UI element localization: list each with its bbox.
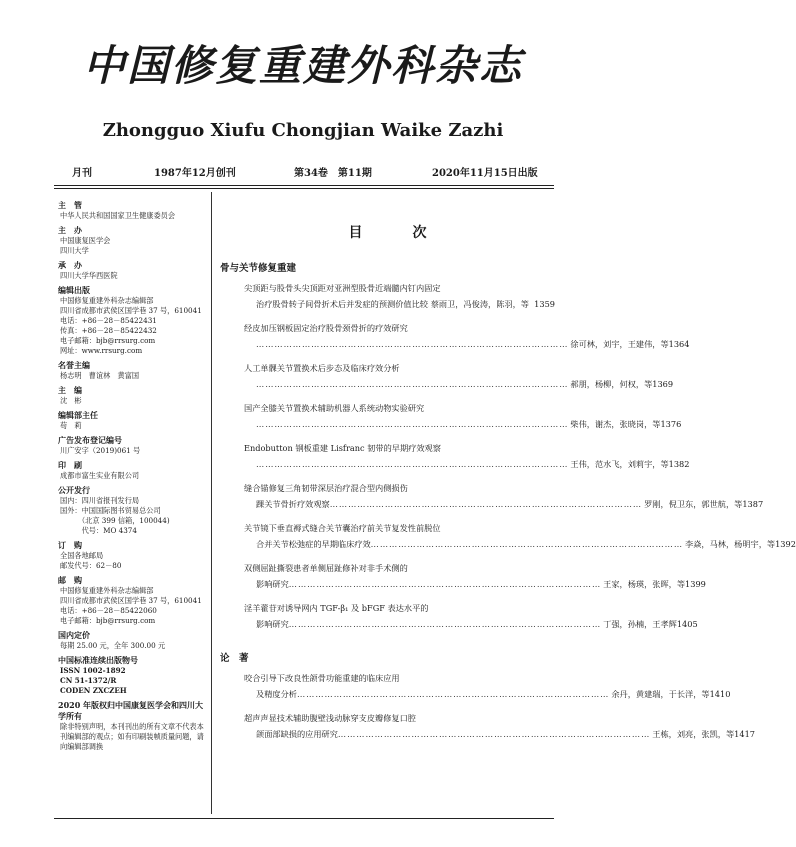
- toc-entry-page: 1410: [709, 689, 731, 699]
- sidebar-section-line: 电子邮箱：bjb@rrsurg.com: [60, 336, 156, 345]
- toc-entry-title-cont: 合并关节松弛症的早期临床疗效: [256, 539, 371, 549]
- toc-entry-title-cont: 及精度分析: [256, 689, 297, 699]
- copyright-section: [58, 700, 210, 752]
- toc-entry-page: 1369: [652, 379, 674, 389]
- toc-entry-leader-row: [220, 726, 755, 742]
- sidebar-section-label: 编辑出版: [58, 285, 90, 295]
- toc-entry-page: 1417: [734, 729, 755, 739]
- issue-info-bar: [54, 164, 554, 180]
- sidebar-section-line: 中国康复医学会: [60, 236, 111, 245]
- masthead: [0, 38, 606, 141]
- volume-issue: 第34卷 第11期: [294, 168, 372, 179]
- sidebar-section-label: 印 刷: [58, 460, 82, 470]
- sidebar-section-line: 电子邮箱：bjb@rrsurg.com: [60, 616, 156, 625]
- toc-entry-leader-row: [220, 536, 796, 552]
- toc-entry-authors: 余丹，黄建瑞，于长洋，等: [611, 689, 710, 699]
- toc-entry-page: 1405: [676, 619, 698, 629]
- toc-entry-title: 关节镜下垂直褥式缝合关节囊治疗前关节复发性前脱位: [244, 523, 441, 533]
- sidebar-section-line: 每期 25.00 元，全年 300.00 元: [60, 641, 166, 650]
- toc-entry-title: 淫羊藿苷对诱导网内 TGF-β₁ 及 bFGF 表达水平的: [244, 603, 429, 613]
- sidebar-section: [58, 460, 210, 481]
- toc-entry-title: 尖顶距与股骨头尖顶距对亚洲型股骨近端髓内钉内固定: [244, 283, 441, 293]
- toc-entry-title: 咬合引导下改良性颌骨功能重建的临床应用: [244, 673, 400, 683]
- sidebar-section-line: 川广安字（2019)061 号: [60, 446, 141, 455]
- toc-entry: [220, 600, 698, 632]
- sidebar-section-line: 传真：+86－28－85422432: [60, 326, 157, 335]
- toc-entry-page: 1364: [668, 339, 690, 349]
- sidebar-section-label: 编辑部主任: [58, 410, 98, 420]
- frequency: 月刊: [72, 168, 92, 179]
- sidebar-section-line: CN 51-1372/R: [60, 676, 117, 685]
- toc-entry: [220, 320, 690, 352]
- toc-entry-authors: 徐可林，刘宇，王建伟，等: [570, 339, 669, 349]
- founded-date: 1987年12月创刊: [154, 168, 236, 179]
- toc-category: 论 著: [220, 653, 249, 664]
- toc-body: [220, 260, 796, 742]
- toc-entry-leader-row: [220, 376, 674, 392]
- copyright-line: 除非特别声明，本刊刊出的所有文章不代表本刊编辑部的观点；如有印刷装帧质量问题，请向编辑部调换: [60, 722, 204, 751]
- toc-entry-authors: 王栋，刘亮，张凯，等: [652, 729, 735, 739]
- toc-entry: [220, 710, 755, 742]
- toc-entry-title-cont: 影响研究: [256, 619, 289, 629]
- toc-entry-title: 国产全膝关节置换术辅助机器人系统动物实验研究: [244, 403, 425, 413]
- toc-entry: [220, 440, 690, 472]
- sidebar-section-line: 国内：四川省报刊发行局: [60, 496, 140, 505]
- toc-entry-title: 双侧屈趾撕裂患者单侧屈趾修补对非手术侧的: [244, 563, 408, 573]
- sidebar-section-label: 主 编: [58, 385, 82, 395]
- toc-entry-authors: 郝朋，杨柳，何权，等: [570, 379, 653, 389]
- sidebar-section-line: 中国修复重建外科杂志编辑部: [60, 586, 154, 595]
- sidebar-section-line: 中华人民共和国国家卫生健康委员会: [60, 211, 176, 220]
- sidebar-section-line: 中国修复重建外科杂志编辑部: [60, 296, 154, 305]
- dot-leader: …………………………………………………………………………………………: [256, 339, 569, 349]
- sidebar-section: [58, 435, 210, 456]
- sidebar-section-label: 邮 购: [58, 575, 82, 585]
- sidebar-section-line: 苟 莉: [60, 421, 82, 430]
- sidebar-section: [58, 385, 210, 406]
- journal-title-en: Zhongguo Xiufu Chongjian Waike Zazhi: [102, 120, 504, 141]
- toc-entry-title-cont: 踝关节骨折疗效观察: [256, 499, 330, 509]
- toc-entry-page: 1399: [685, 579, 706, 589]
- toc-entry-title-cont: 颌面部缺损的应用研究: [256, 729, 338, 739]
- sidebar-section-line: 全国各地邮局: [60, 551, 104, 560]
- sidebar-section-line: 电话：+86－28－85422060: [60, 606, 157, 615]
- toc-entry-page: 1382: [668, 459, 690, 469]
- sidebar-section-label: 主 管: [58, 200, 82, 210]
- sidebar-section: [58, 200, 210, 221]
- toc-entry-page: 1359: [534, 299, 555, 309]
- sidebar-section-line: 杨志明 曹谊林 黄富国: [60, 371, 140, 380]
- toc-entry-leader-row: [220, 496, 764, 512]
- toc-entry-leader-row: [220, 456, 690, 472]
- toc-entry: [220, 560, 706, 592]
- toc-entry-leader-row: [220, 416, 682, 432]
- sidebar-section: [58, 410, 210, 431]
- dot-leader: …………………………………………………………………………………………: [288, 579, 602, 589]
- toc-entry-page: 1376: [660, 419, 682, 429]
- sidebar-section: [58, 575, 210, 626]
- sidebar-section-line: CODEN ZXCZEH: [60, 686, 127, 695]
- sidebar-section: [58, 540, 210, 571]
- sidebar-section-label: 公开发行: [58, 485, 90, 495]
- toc-entry-authors: 王伟，范水飞，刘莉宇，等: [570, 459, 669, 469]
- toc-entry-leader-row: [220, 616, 698, 632]
- sidebar-section-line: （北京 399 信箱，100044): [60, 516, 170, 525]
- bottom-rule: [54, 818, 554, 819]
- sidebar-section-line: 代号：MO 4374: [60, 526, 137, 535]
- copyright-label: 2020 年版权归中国康复医学会和四川大学所有: [58, 700, 204, 721]
- toc-entry-title-cont: 影响研究: [256, 579, 289, 589]
- sidebar-section-line: 沈 彬: [60, 396, 82, 405]
- toc-entry-title: 缝合锚修复三角韧带深层治疗混合型内侧损伤: [244, 483, 408, 493]
- sidebar-section: [58, 285, 210, 356]
- top-rule-thin: [54, 188, 554, 189]
- toc-entry-leader-row: [220, 686, 731, 702]
- sidebar-section: [58, 630, 210, 651]
- dot-leader: …………………………………………………………………………………………: [329, 499, 643, 509]
- sidebar-section-line: 电话：+86－28－85422431: [60, 316, 157, 325]
- toc-entry-title: 超声声显技术辅助腹壁浅动脉穿支皮瓣修复口腔: [244, 713, 416, 723]
- sidebar-section: [58, 225, 210, 256]
- masthead-info-sidebar: [58, 200, 210, 756]
- sidebar-section-label: 订 购: [58, 540, 82, 550]
- sidebar-section-line: 四川大学: [60, 246, 89, 255]
- sidebar-section-label: 国内定价: [58, 630, 90, 640]
- toc-entry: [220, 670, 731, 702]
- toc-entry-title-cont: 治疗股骨转子间骨折术后并发症的预测价值比较: [256, 299, 428, 309]
- toc-entry-authors: 罗刚，倪卫东，郭世航，等: [644, 499, 743, 509]
- dot-leader: …………………………………………………………………………………………: [256, 459, 569, 469]
- journal-title-cn: 中国修复重建外科杂志: [82, 41, 523, 90]
- toc-entry-leader-row: [220, 296, 555, 312]
- publish-date: 2020年11月15日出版: [432, 168, 538, 179]
- toc-entry: [220, 520, 796, 552]
- toc-entry-authors: 柴伟，谢杰，张晓岗，等: [570, 419, 661, 429]
- toc-entry-title: 人工单髁关节置换术后步态及临床疗效分析: [244, 363, 400, 373]
- sidebar-section-label: 主 办: [58, 225, 82, 235]
- sidebar-section-label: 中国标准连续出版物号: [58, 655, 138, 665]
- dot-leader: …………………………………………………………………………………………: [256, 379, 569, 389]
- toc-entry-authors: 王家，杨瑛，张晖，等: [603, 579, 686, 589]
- sidebar-section-line: 四川省成都市武侯区国学巷 37 号，610041: [60, 596, 202, 605]
- toc-entry-leader-row: [220, 576, 706, 592]
- top-rule: [54, 185, 554, 186]
- dot-leader: …………………………………………………………………………………………: [370, 539, 684, 549]
- table-of-contents: [220, 222, 796, 750]
- sidebar-section-label: 名誉主编: [58, 360, 90, 370]
- sidebar-section-line: 国外：中国国际图书贸易总公司: [60, 506, 161, 515]
- sidebar-section-line: 网址：www.rrsurg.com: [60, 346, 143, 355]
- sidebar-section-line: 邮发代号：62－80: [60, 561, 122, 570]
- sidebar-section-line: 四川大学华西医院: [60, 271, 118, 280]
- toc-entry: [220, 360, 674, 392]
- toc-entry: [220, 480, 764, 512]
- dot-leader: …………………………………………………………………………………………: [337, 729, 651, 739]
- sidebar-section-line: 四川省成都市武侯区国学巷 37 号，610041: [60, 306, 202, 315]
- toc-entry-title: 经皮加压钢板固定治疗股骨颈骨折的疗效研究: [244, 323, 408, 333]
- sidebar-section: [58, 655, 210, 696]
- toc-entry-title: Endobutton 钢板重建 Lisfranc 韧带的早期疗效观察: [244, 443, 441, 453]
- sidebar-section-label: 广告发布登记编号: [58, 435, 122, 445]
- dot-leader: …………………………………………………………………………………………: [296, 689, 610, 699]
- sidebar-section: [58, 360, 210, 381]
- dot-leader: …………………………………………………………………………………………: [288, 619, 602, 629]
- sidebar-section: [58, 485, 210, 536]
- toc-entry: [220, 280, 555, 312]
- toc-entry: [220, 400, 682, 432]
- sidebar-section-label: 承 办: [58, 260, 82, 270]
- dot-leader: …………………………………………………………………………………………: [256, 419, 569, 429]
- toc-entry-authors: 蔡雨卫，冯俊涛，陈羽，等: [430, 299, 529, 309]
- sidebar-section-line: 成都市富生实业有限公司: [60, 471, 140, 480]
- toc-entry-page: 1392: [775, 539, 796, 549]
- column-divider: [211, 192, 212, 814]
- toc-entry-page: 1387: [742, 499, 764, 509]
- toc-heading: 目 次: [348, 225, 445, 241]
- sidebar-section-line: ISSN 1002-1892: [60, 666, 126, 675]
- toc-entry-authors: 李焱，马林，杨明宇，等: [685, 539, 776, 549]
- toc-entry-authors: 丁强，孙楠，王孝辉: [603, 619, 677, 629]
- toc-entry-leader-row: [220, 336, 690, 352]
- sidebar-section: [58, 260, 210, 281]
- toc-category: 骨与关节修复重建: [220, 263, 297, 274]
